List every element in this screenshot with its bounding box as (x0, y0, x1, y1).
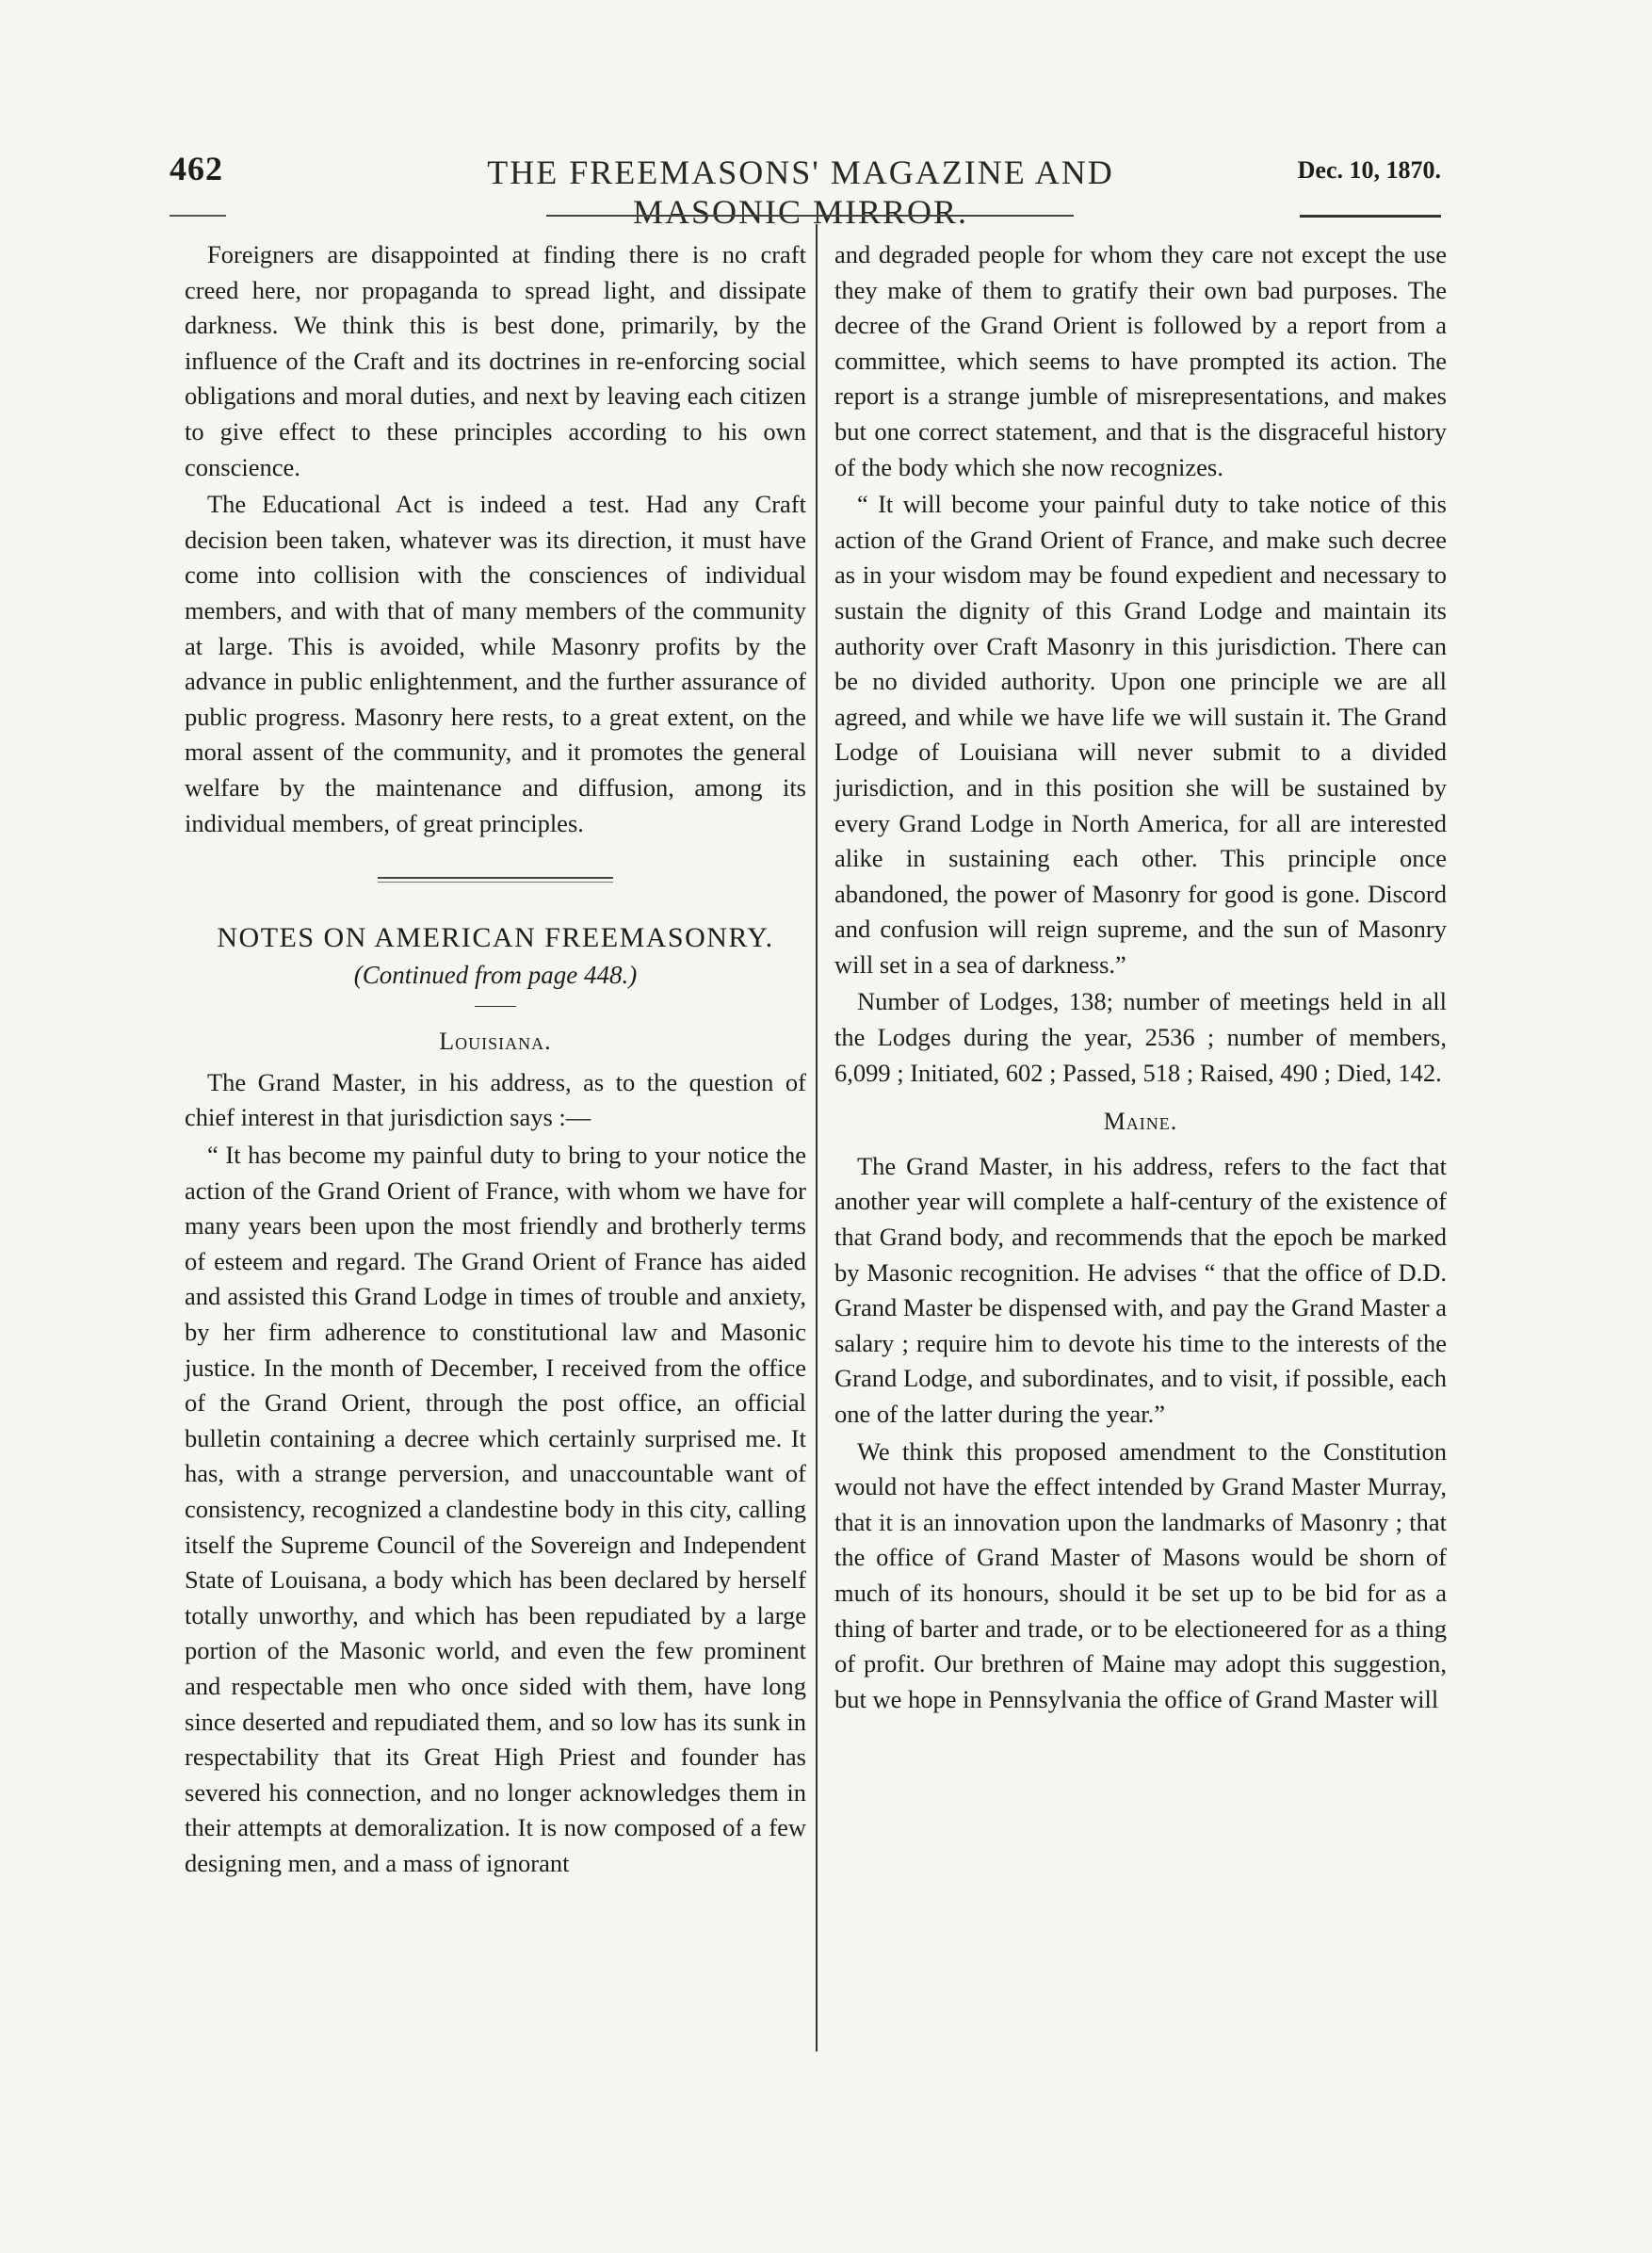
paragraph: The Grand Master, in his address, refers to the fact that another year will complete a half-century of the existence of that Grand body, and recommends that the epoch be marked by Masonic recognition. He advises “ that the office of D.D. Grand Master be dispensed with, and pay the Grand Master a salary ; require him to devote his time to the interests of the Grand Lodge, and subordinates, and to visit, if possible, each one of the latter during the year.” (834, 1151, 1447, 1428)
paragraph: We think this proposed amendment to the Constitution would not have the effect intended by Grand Master Murray, that it is an innovation upon the landmarks of Masonry ; that the office of Grand Master of Masons would be shorn of much of its honours, should it be set up to be bid for as a thing of barter and trade, or to be electioneered for as a thing of profit. Our brethren of Maine may adopt this suggestion, but we hope in Pennsylvania the office of Grand Master will (834, 1436, 1447, 1713)
page-header (170, 141, 1441, 231)
page-number: 462 (170, 150, 223, 187)
paragraph: “ It has become my painful duty to bring to your notice the action of the Grand Orient of France, with whom we have for many years been upon the most friendly and brotherly terms of esteem and regard. The Grand Orient of France has aided and assisted this Grand Lodge in times of trouble and anxiety, by her firm adherence to constitutional law and Masonic justice. In the month of December, I received from the office of the Grand Orient, through the post office, an official bulletin containing a decree which certainly surprised me. It has, with a strange perversion, and unaccountable want of consistency, recognized a clandestine body in this city, calling itself the Supreme Council of the Sovereign and Independent State of Louisana, a body which has been declared by herself totally unworthy, and which has been repudiated by a large portion of the Masonic world, and even the few prominent and respectable men who once sided with them, have long since deserted and repudiated them, and so low has its sunk in respectability that its Great High Priest and founder has severed his connection, and no longer acknowledges them in their attempts at demoralization. It is now composed of a few designing men, and a mass of ignorant (185, 1141, 806, 1877)
column-divider (816, 224, 818, 2051)
left-column (185, 237, 806, 1882)
paragraph: Number of Lodges, 138; number of meetings held in all the Lodges during the year, 2536 ; number of members, 6,099 ; Initiated, 602 ; Passed, 518 ; Raised, 490 ; Died, 142. (834, 987, 1447, 1087)
subhead-louisiana: Louisiana. (439, 1028, 552, 1056)
header-rule-center (546, 215, 1074, 217)
right-column (834, 237, 1447, 1717)
paragraph: The Educational Act is indeed a test. Had any Craft decision been taken, whatever was its direction, it must have come into collision with the consciences of individual members, and with that of many members of the community at large. This is avoided, while Masonry profits by the advance in public enlightenment, and the further assurance of public progress. Masonry here rests, to a great extent, on the moral assent of the community, and it promotes the general welfare by the maintenance and diffusion, among its individual members, of great principles. (185, 490, 806, 837)
paragraph: and degraded people for whom they care not except the use they make of them to gratify their own bad purposes. The decree of the Grand Orient is followed by a report from a committee, which seems to have prompted its action. The report is a strange jumble of misrepresentations, and makes but one correct statement, and that is the disgraceful history of the body which she now recognizes. (834, 240, 1447, 481)
header-rule-left (170, 215, 226, 217)
header-rule-right (1300, 215, 1441, 218)
short-dash (475, 1006, 516, 1007)
paragraph: “ It will become your painful duty to take notice of this action of the Grand Orient of France, and make such decree as in your wisdom may be found expedient and necessary to sustain the dignity of this Grand Lodge and maintain its authority over Craft Masonry in this jurisdiction. There can be no divided authority. Upon one principle we are all agreed, and while we have life we will sustain it. The Grand Lodge of Louisiana will never submit to a divided jurisdiction, and in this position she will be sustained by every Grand Lodge in North America, for all are interested alike in sustaining each other. This principle once abandoned, the power of Masonry for good is gone. Discord and confusion will reign supreme, and the sun of Masonry will set in a sea of darkness.” (834, 490, 1447, 979)
running-title: THE FREEMASONS' MAGAZINE AND MASONIC MIRROR. (487, 154, 1114, 231)
section-separator (378, 877, 613, 883)
issue-date: Dec. 10, 1870. (1297, 156, 1441, 184)
paragraph: The Grand Master, in his address, as to the question of chief interest in that jurisdiction says :— (185, 1067, 806, 1132)
section-subtitle: (Continued from page 448.) (353, 960, 638, 989)
subhead-maine: Maine. (1103, 1108, 1178, 1136)
section-title: NOTES ON AMERICAN FREEMASONRY. (217, 922, 774, 954)
paragraph: Foreigners are disappointed at finding there is no craft creed here, nor propaganda to spread light, and dissipate darkness. We think this is best done, primarily, by the influence of the Craft and its doctrines in re-enforcing social obligations and moral duties, and next by leaving each citizen to give effect to these principles according to his own conscience. (185, 240, 806, 481)
